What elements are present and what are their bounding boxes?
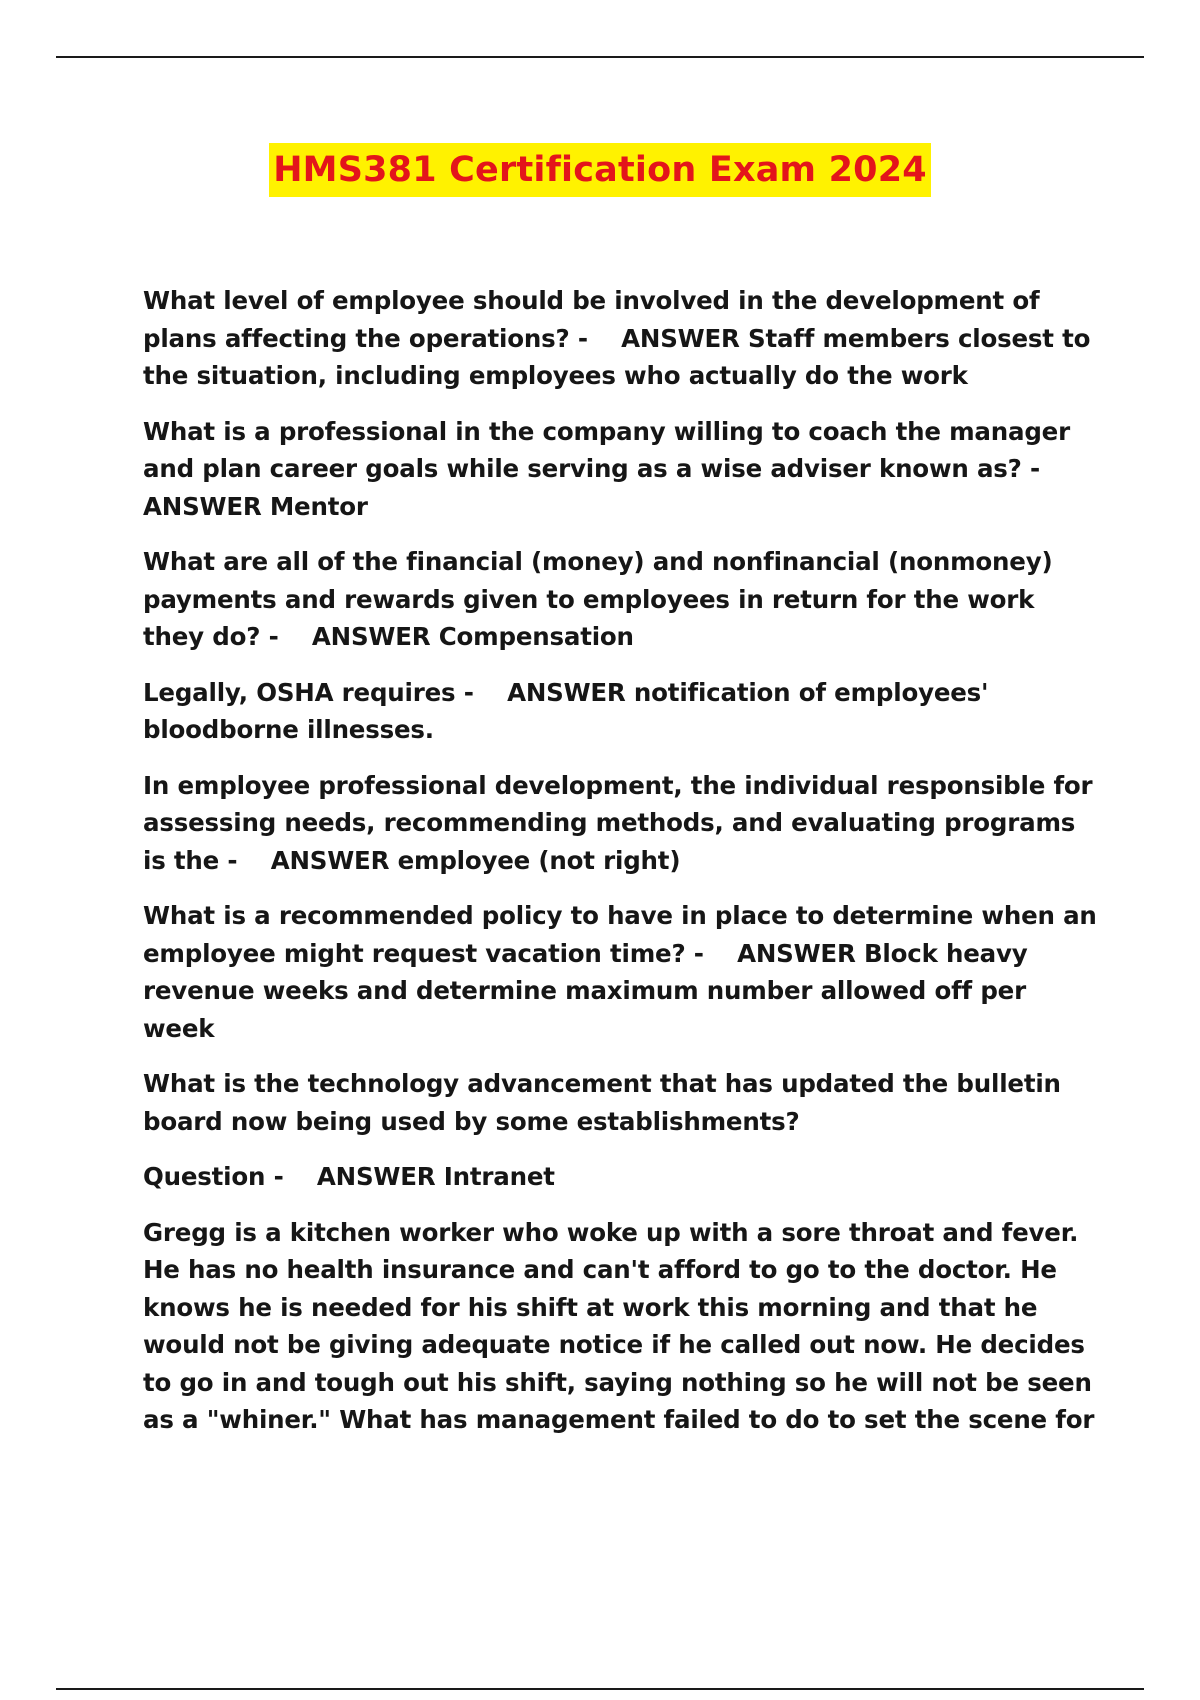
answer-text: ANSWER Mentor — [143, 491, 368, 521]
qa-item — [143, 543, 1103, 656]
answer-text: ANSWER Staff members closest to the situation, including employees who actually do the work — [143, 323, 1091, 390]
question-text: What is a professional in the company willing to coach the manager and plan career goals while serving as a wise adviser known as? - — [143, 416, 1070, 483]
answer-text: ANSWER employee (not right) — [270, 845, 681, 875]
title-container — [0, 143, 1200, 197]
page-title: HMS381 Certification Exam 2024 — [269, 143, 931, 197]
qa-item — [143, 1158, 1103, 1196]
qa-list — [143, 282, 1103, 1457]
question-text: What are all of the financial (money) and nonfinancial (nonmoney) payments and rewards given to employees in return for the work they do? - — [143, 547, 1053, 651]
bottom-divider — [56, 1688, 1144, 1690]
qa-item — [143, 1214, 1103, 1439]
answer-text: ANSWER Intranet — [316, 1162, 555, 1191]
question-text: What level of employee should be involved in the development of plans affecting the operations? - — [143, 286, 1040, 353]
qa-item — [143, 1065, 1103, 1140]
question-text: Gregg is a kitchen worker who woke up with a sore throat and fever. He has no health insurance and can't afford to go to the doctor. He knows he is needed for his shift at work this morning and that he would not be giving adequate notice if he called out now. He decides to go in and tough out his shift, saying nothing so he will not be seen as a "whiner." What has management failed to do to set the scene for — [143, 1217, 1095, 1434]
answer-text: ANSWER Compensation — [311, 622, 634, 651]
top-divider — [56, 56, 1144, 58]
question-text: Legally, OSHA requires - — [143, 677, 474, 707]
answer-text: ANSWER notification of employees' bloodborne illnesses. — [143, 677, 989, 744]
question-text: What is the technology advancement that has updated the bulletin board now being used by some establishments? — [143, 1069, 1061, 1136]
question-text: In employee professional development, the individual responsible for assessing needs, recommending methods, and evaluating programs is the - — [143, 770, 1093, 875]
question-text: What is a recommended policy to have in place to determine when an employee might request vacation time? - — [143, 901, 1097, 968]
qa-item — [143, 897, 1103, 1047]
qa-item — [143, 282, 1103, 395]
qa-item — [143, 674, 1103, 749]
answer-text: ANSWER Block heavy revenue weeks and determine maximum number allowed off per week — [143, 938, 1028, 1043]
qa-item — [143, 767, 1103, 880]
qa-item — [143, 413, 1103, 526]
question-text: Question - — [143, 1162, 284, 1191]
